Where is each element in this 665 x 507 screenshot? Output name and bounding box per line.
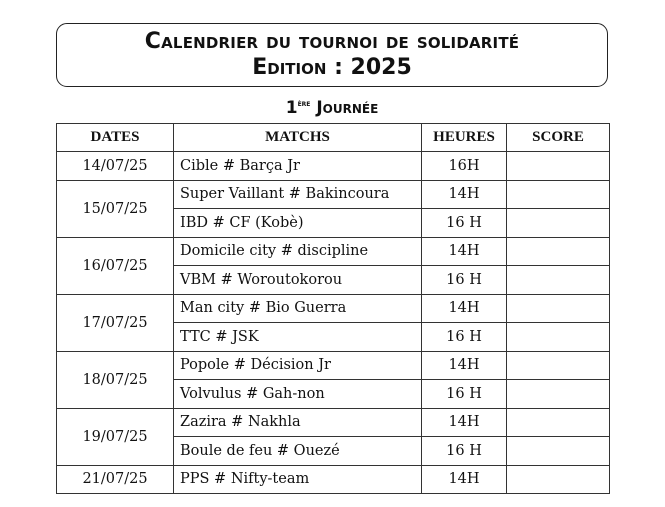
- hour-cell: 14H: [422, 180, 507, 209]
- title-box: [56, 23, 608, 87]
- score-cell: [507, 152, 610, 181]
- score-cell: [507, 180, 610, 209]
- score-cell: [507, 237, 610, 266]
- hour-cell: 14H: [422, 408, 507, 437]
- match-cell: Boule de feu # Ouezé: [174, 437, 422, 466]
- match-cell: Man city # Bio Guerra: [174, 294, 422, 323]
- hour-cell: 14H: [422, 294, 507, 323]
- date-cell: 18/07/25: [57, 351, 174, 408]
- score-cell: [507, 408, 610, 437]
- table-row: [57, 465, 610, 494]
- date-cell: 17/07/25: [57, 294, 174, 351]
- date-cell: 16/07/25: [57, 237, 174, 294]
- header-dates: DATES: [57, 124, 174, 152]
- hour-cell: 16 H: [422, 323, 507, 352]
- date-cell: 14/07/25: [57, 152, 174, 181]
- table-row: [57, 180, 610, 209]
- date-cell: 15/07/25: [57, 180, 174, 237]
- match-cell: Domicile city # discipline: [174, 237, 422, 266]
- hour-cell: 16 H: [422, 266, 507, 295]
- hour-cell: 16H: [422, 152, 507, 181]
- round-heading: [56, 98, 608, 118]
- score-cell: [507, 323, 610, 352]
- match-cell: IBD # CF (Kobè): [174, 209, 422, 238]
- table-body: [57, 152, 610, 494]
- score-cell: [507, 294, 610, 323]
- hour-cell: 14H: [422, 351, 507, 380]
- match-cell: PPS # Nifty-team: [174, 465, 422, 494]
- edition-title: Edition : 2025: [252, 55, 412, 80]
- score-cell: [507, 437, 610, 466]
- score-cell: [507, 266, 610, 295]
- date-cell: 19/07/25: [57, 408, 174, 465]
- hour-cell: 16 H: [422, 437, 507, 466]
- header-matchs: MATCHS: [174, 124, 422, 152]
- table-row: [57, 294, 610, 323]
- match-cell: Super Vaillant # Bakincoura: [174, 180, 422, 209]
- match-cell: Zazira # Nakhla: [174, 408, 422, 437]
- table-row: [57, 237, 610, 266]
- hour-cell: 14H: [422, 465, 507, 494]
- score-cell: [507, 351, 610, 380]
- schedule-table: [56, 123, 610, 494]
- score-cell: [507, 380, 610, 409]
- table-row: [57, 408, 610, 437]
- hour-cell: 16 H: [422, 209, 507, 238]
- table-header-row: [57, 124, 610, 152]
- table-row: [57, 152, 610, 181]
- round-label: Journée: [316, 98, 379, 118]
- match-cell: TTC # JSK: [174, 323, 422, 352]
- table-row: [57, 351, 610, 380]
- score-cell: [507, 209, 610, 238]
- match-cell: Volvulus # Gah-non: [174, 380, 422, 409]
- date-cell: 21/07/25: [57, 465, 174, 494]
- match-cell: Popole # Décision Jr: [174, 351, 422, 380]
- page-title: Calendrier du tournoi de solidarité: [144, 29, 520, 54]
- match-cell: Cible # Barça Jr: [174, 152, 422, 181]
- header-heures: HEURES: [422, 124, 507, 152]
- match-cell: VBM # Woroutokorou: [174, 266, 422, 295]
- hour-cell: 16 H: [422, 380, 507, 409]
- hour-cell: 14H: [422, 237, 507, 266]
- header-score: SCORE: [507, 124, 610, 152]
- round-number: 1: [285, 98, 298, 118]
- round-superscript: ère: [297, 99, 311, 109]
- score-cell: [507, 465, 610, 494]
